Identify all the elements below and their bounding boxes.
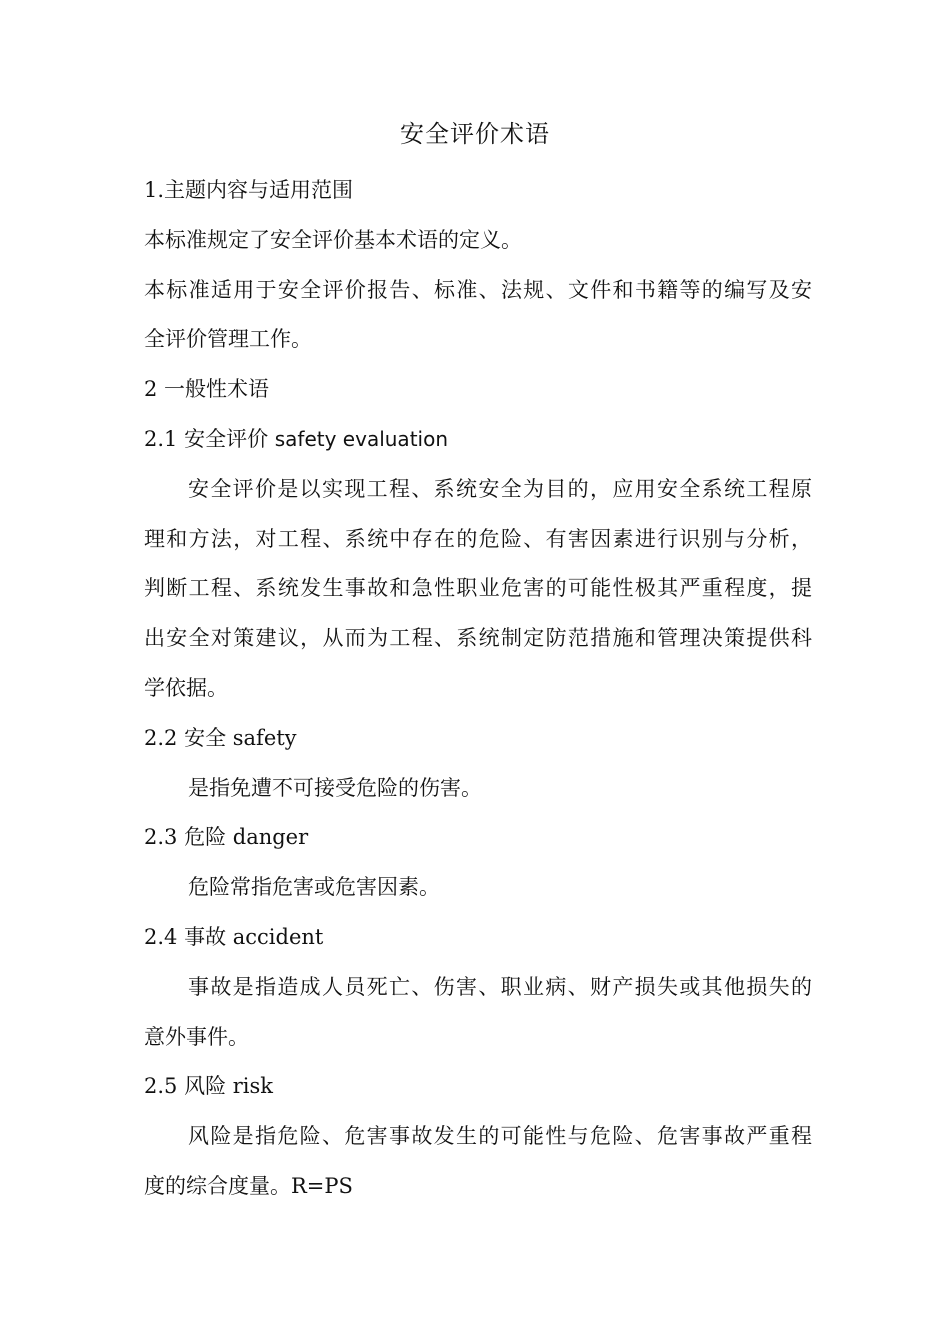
term-2-4-definition-line-1: 事故是指造成人员死亡、伤害、职业病、财产损失或其他损失的 xyxy=(188,974,812,999)
term-2-3-heading: 2.3 危险 danger xyxy=(144,825,309,850)
document-body xyxy=(144,166,812,1212)
document-title: 安全评价术语 xyxy=(400,120,550,148)
term-2-4-heading: 2.4 事故 accident xyxy=(144,924,324,949)
term-2-5-definition-line-1: 风险是指危险、危害事故发生的可能性与危险、危害事故严重程 xyxy=(188,1124,812,1149)
term-2-1-heading xyxy=(144,415,812,465)
term-2-1-heading-english: safety evaluation xyxy=(274,426,449,451)
section-1-paragraph-2-line-1: 本标准适用于安全评价报告、标准、法规、文件和书籍等的编写及安 xyxy=(144,277,812,302)
section-1-heading: 1.主题内容与适用范围 xyxy=(144,178,354,202)
term-2-5-heading: 2.5 风险 risk xyxy=(144,1074,274,1099)
term-2-3-definition-line-1: 危险常指危害或危害因素。 xyxy=(188,875,440,900)
section-2-heading: 2 一般性术语 xyxy=(144,377,270,402)
term-2-5-definition-line-2: 度的综合度量。R=PS xyxy=(144,1173,353,1198)
term-2-4-definition-line-2: 意外事件。 xyxy=(144,1024,249,1049)
term-2-2-heading: 2.2 安全 safety xyxy=(144,725,297,750)
term-2-1-definition-line-4: 出安全对策建议，从而为工程、系统制定防范措施和管理决策提供科 xyxy=(144,626,812,651)
term-2-1-definition-line-2: 理和方法，对工程、系统中存在的危险、有害因素进行识别与分析， xyxy=(144,526,812,551)
section-1-paragraph-1: 本标准规定了安全评价基本术语的定义。 xyxy=(144,227,522,252)
section-1-paragraph-2-line-2: 全评价管理工作。 xyxy=(144,327,312,352)
term-2-1-definition-line-5: 学依据。 xyxy=(144,675,228,700)
term-2-1-definition-line-3: 判断工程、系统发生事故和急性职业危害的可能性极其严重程度，提 xyxy=(144,576,812,601)
term-2-1-definition-line-1: 安全评价是以实现工程、系统安全为目的，应用安全系统工程原 xyxy=(188,476,812,501)
term-2-1-heading-prefix: 2.1 安全评价 xyxy=(144,426,275,451)
term-2-2-definition-line-1: 是指免遭不可接受危险的伤害。 xyxy=(188,775,482,800)
